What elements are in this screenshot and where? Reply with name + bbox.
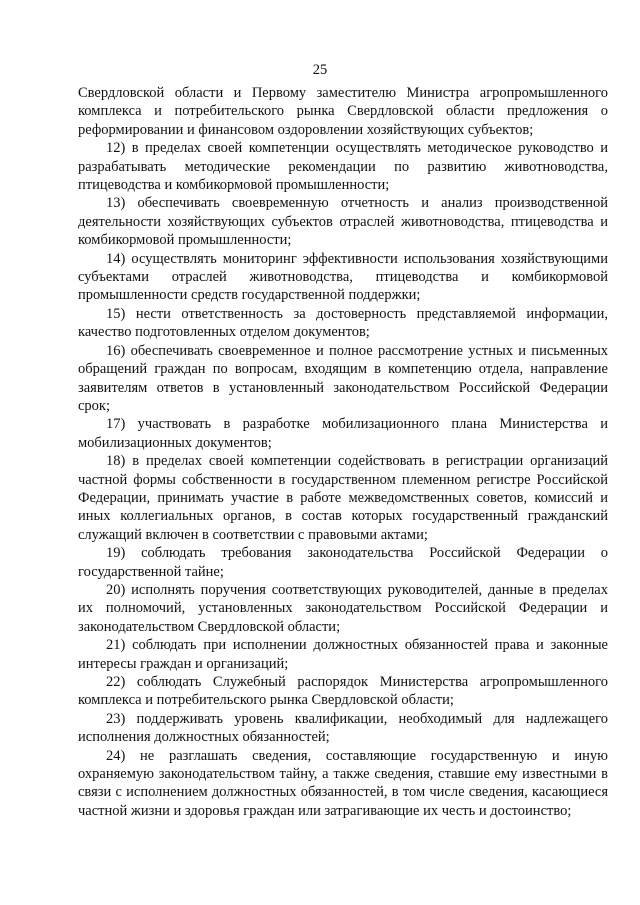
paragraph-item-15: 15) нести ответственность за достоверность представляемой информации, качество подготовленных отделом документов; <box>78 305 608 341</box>
paragraph-item-12: 12) в пределах своей компетенции осуществлять методическое руководство и разрабатывать методические рекомендации по развитию животноводства, птицеводства и комбикормовой промышленности; <box>78 140 608 194</box>
paragraph-item-13: 13) обеспечивать своевременную отчетность и анализ производственной деятельности хозяйствующих субъектов отраслей животноводства, птицеводства и комбикормовой промышленности; <box>78 195 608 249</box>
paragraph-item-22: 22) соблюдать Служебный распорядок Министерства агропромышленного комплекса и потребительского рынка Свердловской области; <box>78 674 608 709</box>
paragraph-item-14: 14) осуществлять мониторинг эффективности использования хозяйствующими субъектами отраслей животноводства, птицеводства и комбикормовой промышленности средств государственной поддержки; <box>78 250 608 304</box>
paragraph-item-20: 20) исполнять поручения соответствующих руководителей, данные в пределах их полномочий, установленных законодательством Российской Федерации и законодательством Свердловской области; <box>78 581 608 635</box>
paragraph-item-21: 21) соблюдать при исполнении должностных обязанностей права и законные интересы граждан и организаций; <box>78 637 608 672</box>
paragraph-item-17: 17) участвовать в разработке мобилизационного плана Министерства и мобилизационных документов; <box>78 416 608 451</box>
paragraph-continuation: Свердловской области и Первому заместителю Министра агропромышленного комплекса и потребительского рынка Свердловской области предложения о реформировании и финансовом оздоровлении хозяйствующих субъектов; <box>78 85 608 138</box>
paragraph-item-24: 24) не разглашать сведения, составляющие государственную и иную охраняемую законодательством тайну, а также сведения, ставшие ему известными в связи с исполнением должностных обязанностей, в том числе сведения, касающиеся частной жизни и здоровья граждан или затрагивающие их честь и достоинство; <box>78 747 608 819</box>
paragraph-item-23: 23) поддерживать уровень квалификации, необходимый для надлежащего исполнения должностных обязанностей; <box>78 710 608 746</box>
paragraph-item-18: 18) в пределах своей компетенции содействовать в регистрации организаций частной формы собственности в государственном племенном регистре Российской Федерации, принимать участие в работе межведомственных советов, комиссий и иных коллегиальных органов, в состав которых государственный гражданский служащий включен в соответствии с правовыми актами; <box>78 453 608 543</box>
paragraph-item-19: 19) соблюдать требования законодательства Российской Федерации о государственной тайне; <box>78 545 608 580</box>
document-body <box>78 84 608 820</box>
page-number: 25 <box>312 62 328 78</box>
paragraph-item-16: 16) обеспечивать своевременное и полное рассмотрение устных и письменных обращений граждан по вопросам, входящим в компетенцию отдела, направление заявителям ответов в установленный законодательством Российской Федерации срок; <box>78 342 608 414</box>
